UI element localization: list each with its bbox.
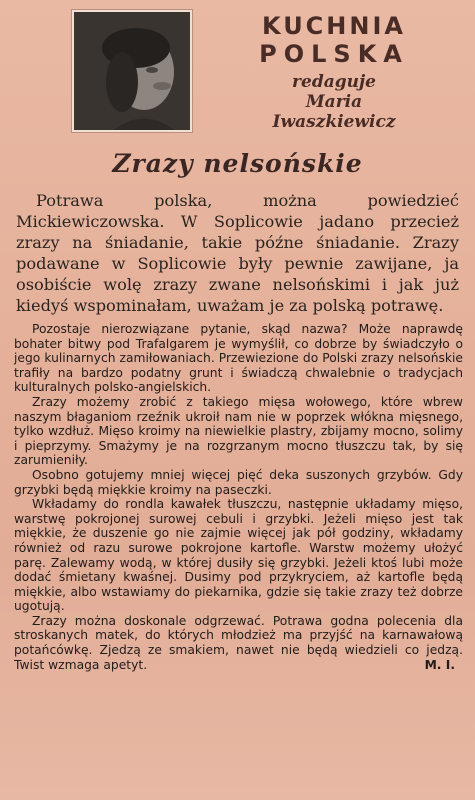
article-paragraph: Osobno gotujemy mniej więcej pięć deka suszonych grzybów. Gdy grzybki będą miękkie kroimy na paseczki. [14,467,463,497]
column-masthead [200,12,468,132]
author-portrait [72,10,192,132]
author-signature: M. I. [424,657,455,672]
portrait-image [74,12,190,130]
article-paragraph: Wkładamy do rondla kawałek tłuszczu, następnie układamy mięso, warstwę pokrojonej surowej cebuli i grzybki. Jeżeli mięso jest tak miękkie, że duszenie go nie zajmie więcej jak pół godziny, wkładamy również od razu surowe pokrojone kartofle. Warstw możemy ułożyć parę. Zalewamy wodą, w której dusiły się grzybki. Jeżeli ktoś lubi może dodać śmietany kwaśnej. Dusimy pod przykryciem, aż kartofle będą miękkie, albo wstawiamy do piekarnika, gdzie się takie zrazy też dobrze ugotują. [14,497,463,614]
article-paragraph-text: Zrazy można doskonale odgrzewać. Potrawa godna polecenia dla stroskanych matek, do których młodzież ma przyjść na karnawałową potańcówkę. Zjedzą ze smakiem, nawet nie będą wiedzieli co jedzą. Twist wzmaga apetyt. [14,613,463,672]
article-title: Zrazy nelsońskie [112,149,363,178]
editor-credit-label: redaguje [292,72,376,92]
article-body [14,322,463,672]
editor-first-name: Maria [305,92,363,112]
article-lead: Potrawa polska, można powiedzieć Mickiewiczowska. W Soplicowie jadano przecież zrazy na śniadanie, takie późne śniadanie. Zrazy podawane w Soplicowie były pewnie zawijane, ja osobiście wolę zrazy zwane nelsońskimi i jak już kiedyś wspominałam, uważam je za polską potrawę. [16,191,459,315]
editor-surname: Iwaszkiewicz [272,112,396,132]
editor-credit [200,72,468,132]
column-header [0,0,475,135]
masthead-line-2: POLSKA [259,40,409,68]
masthead-line-1: KUCHNIA [262,12,406,40]
article-paragraph: Pozostaje nierozwiązane pytanie, skąd nazwa? Może naprawdę bohater bitwy pod Trafalgarem je wymyślił, co dobrze by świadczyło o jego kulinarnych zamiłowaniach. Przewiezione do Polski zrazy nelsońskie trafiły na bardzo podatny grunt i świadczą chwalebnie o tradycjach kulturalnych polsko-angielskich. [14,322,463,395]
article-paragraph: Zrazy możemy zrobić z takiego mięsa wołowego, które wbrew naszym błaganiom rzeźnik ukroił nam nie w poprzek włókna mięsnego, tylko wzdłuż. Mięso kroimy na niewielkie plastry, zbijamy mocno, solimy i pieprzymy. Smażymy je na rozgrzanym mocno tłuszczu tak, by się zarumieniły. [14,394,463,468]
article-paragraph [14,614,463,672]
